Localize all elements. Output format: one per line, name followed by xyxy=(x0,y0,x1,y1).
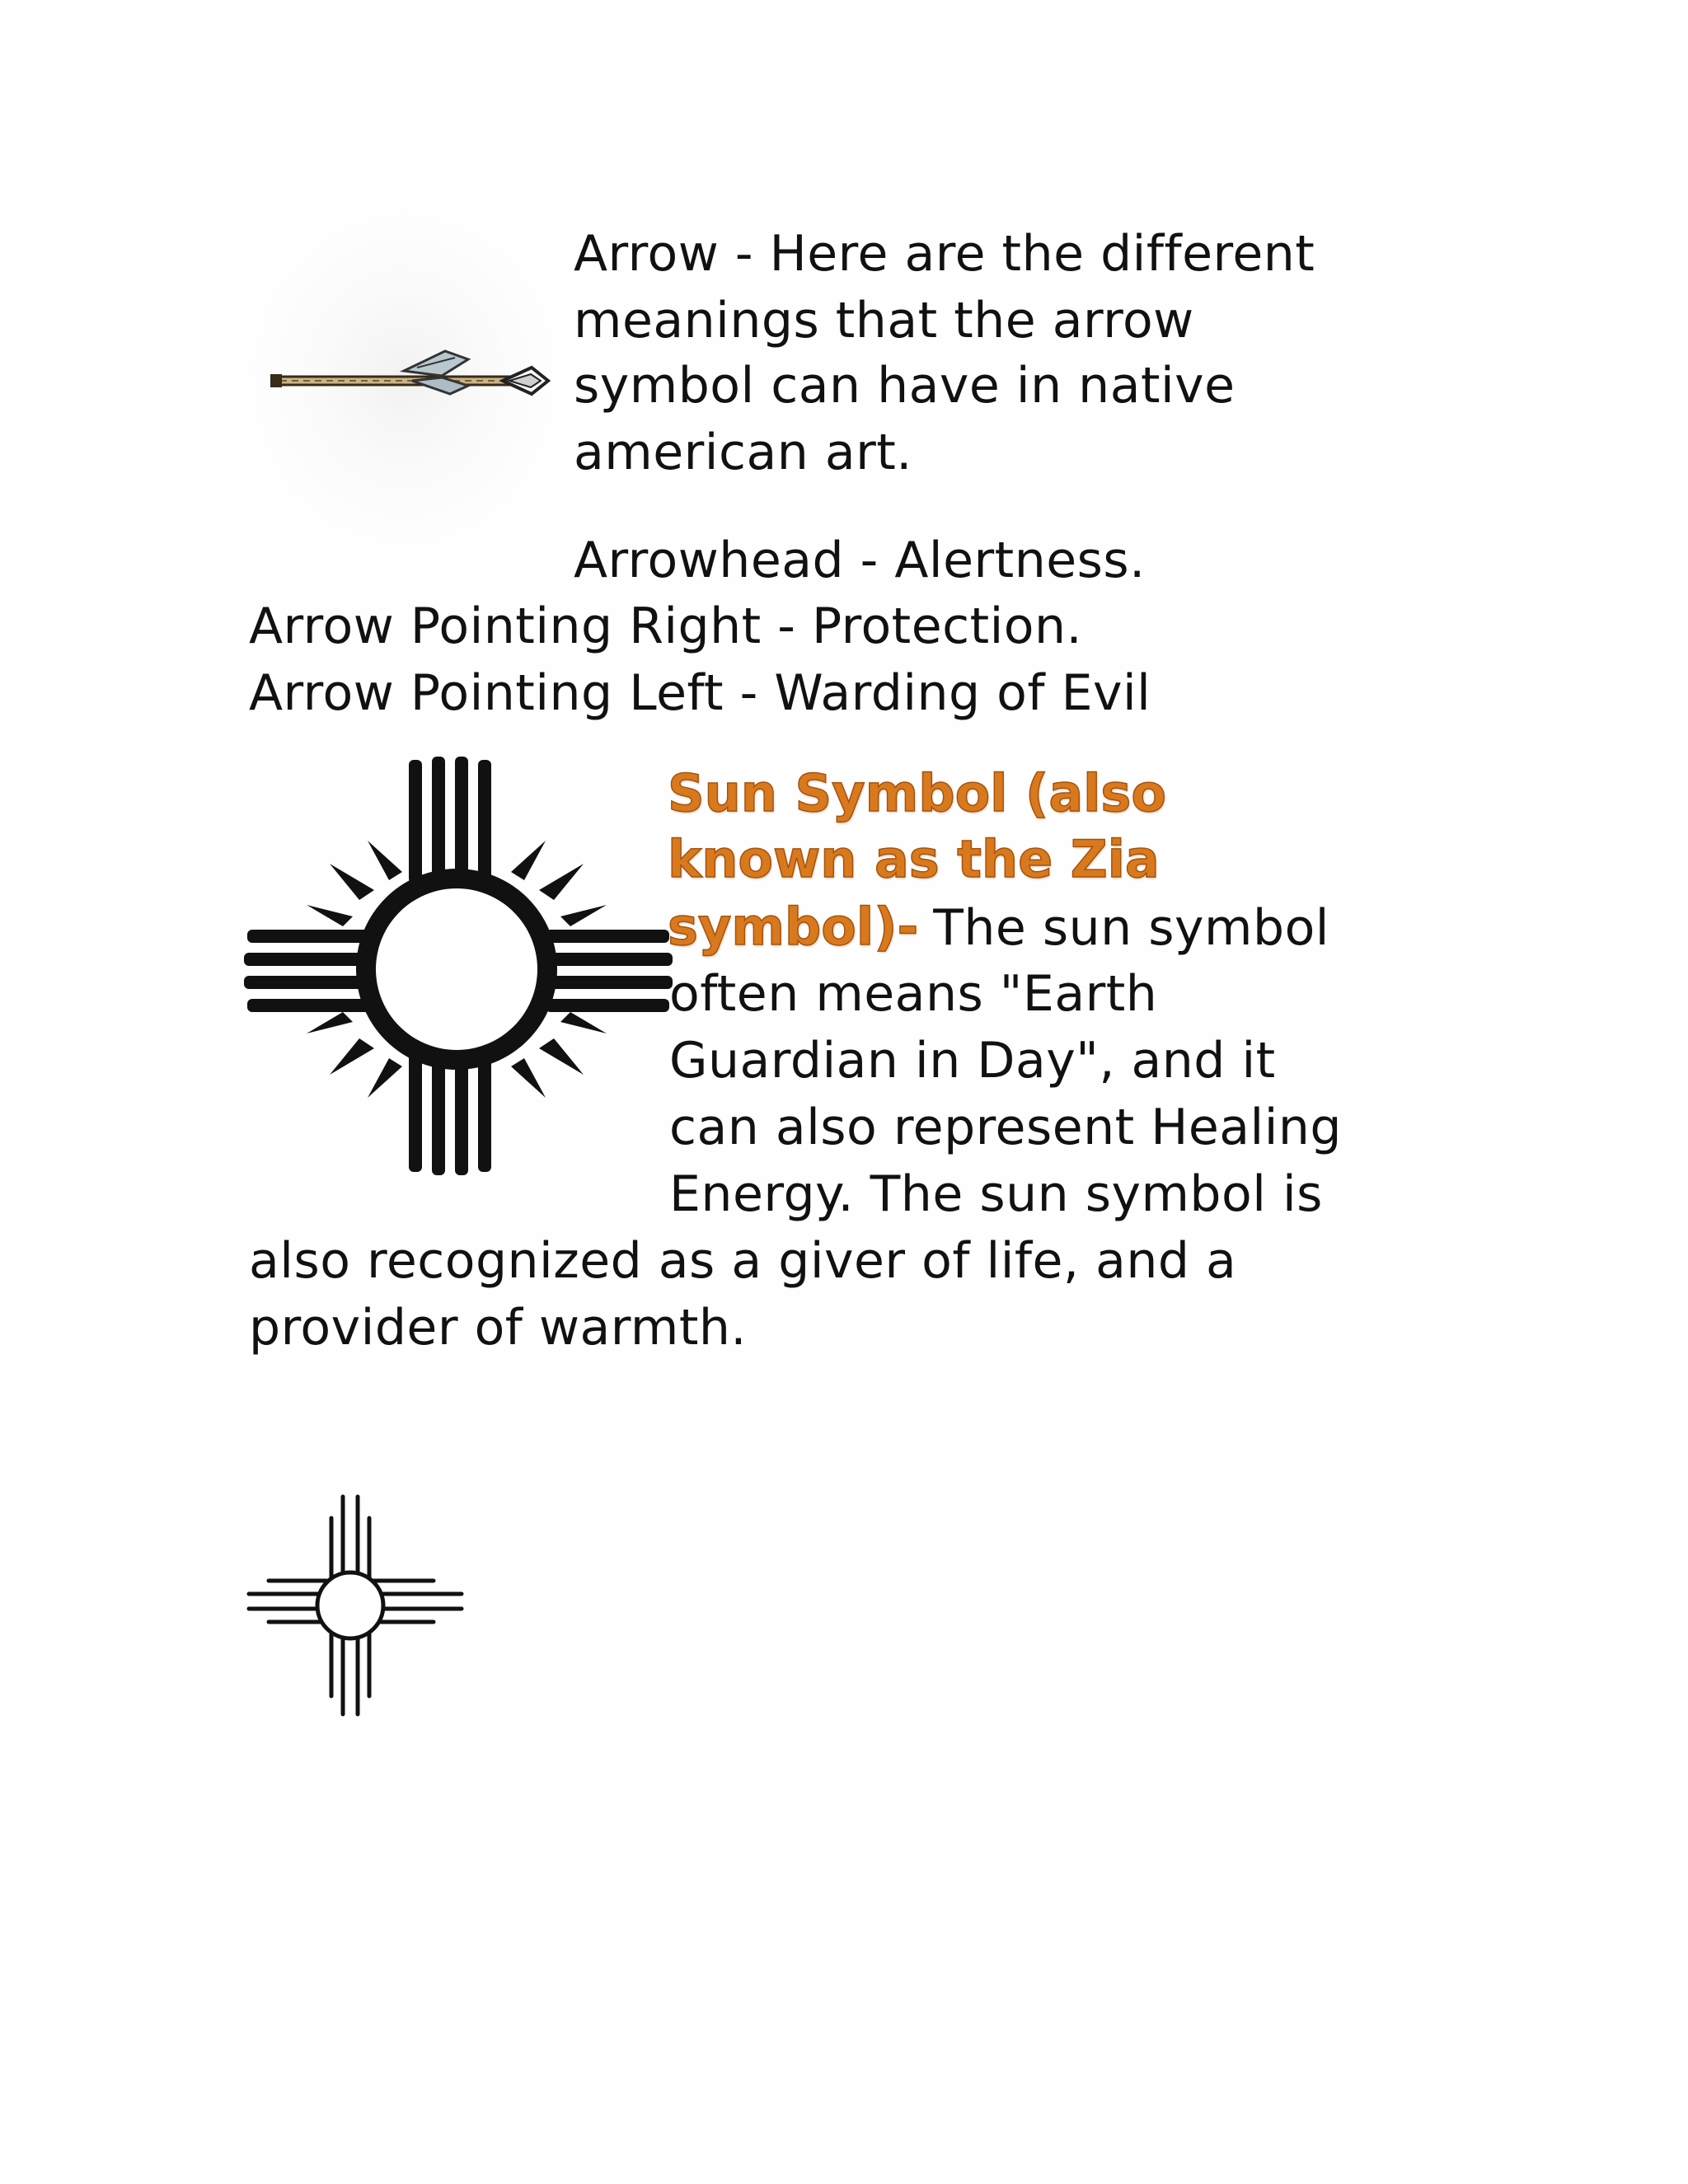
sun-heading-line-3: symbol)- xyxy=(668,897,919,957)
sun-body-line-3: can also represent Healing xyxy=(669,1099,1342,1156)
sun-body-line-1: often means "Earth xyxy=(669,965,1158,1023)
sun-body-line-4: Energy. The sun symbol is xyxy=(669,1165,1323,1223)
arrowhead-meaning: Arrowhead - Alertness. xyxy=(574,532,1146,589)
sun-body-line-2: Guardian in Day", and it xyxy=(669,1032,1276,1090)
arrow-illustration-icon xyxy=(247,206,560,552)
arrow-intro-line-2: meanings that the arrow xyxy=(574,292,1194,349)
arrow-intro-line-3: symbol can have in native xyxy=(574,357,1236,415)
sun-heading-line-1: Sun Symbol (also xyxy=(668,763,1166,823)
sun-body-wide-line-2: provider of warmth. xyxy=(249,1299,747,1357)
arrow-intro-line-1: Arrow - Here are the different xyxy=(574,225,1315,283)
sun-body-wide-line-1: also recognized as a giver of life, and a xyxy=(249,1232,1237,1290)
arrow-right-meaning: Arrow Pointing Right - Protection. xyxy=(249,598,1083,655)
zia-sun-symbol-small-icon xyxy=(246,1492,468,1718)
zia-sun-symbol-icon xyxy=(244,752,673,1180)
arrow-intro-line-4: american art. xyxy=(574,424,912,481)
arrow-left-meaning: Arrow Pointing Left - Warding of Evil xyxy=(249,664,1151,722)
sun-body-first: The sun symbol xyxy=(933,899,1329,957)
sun-heading-line-3-row xyxy=(668,893,1329,962)
sun-heading-line-2: known as the Zia xyxy=(668,829,1160,889)
